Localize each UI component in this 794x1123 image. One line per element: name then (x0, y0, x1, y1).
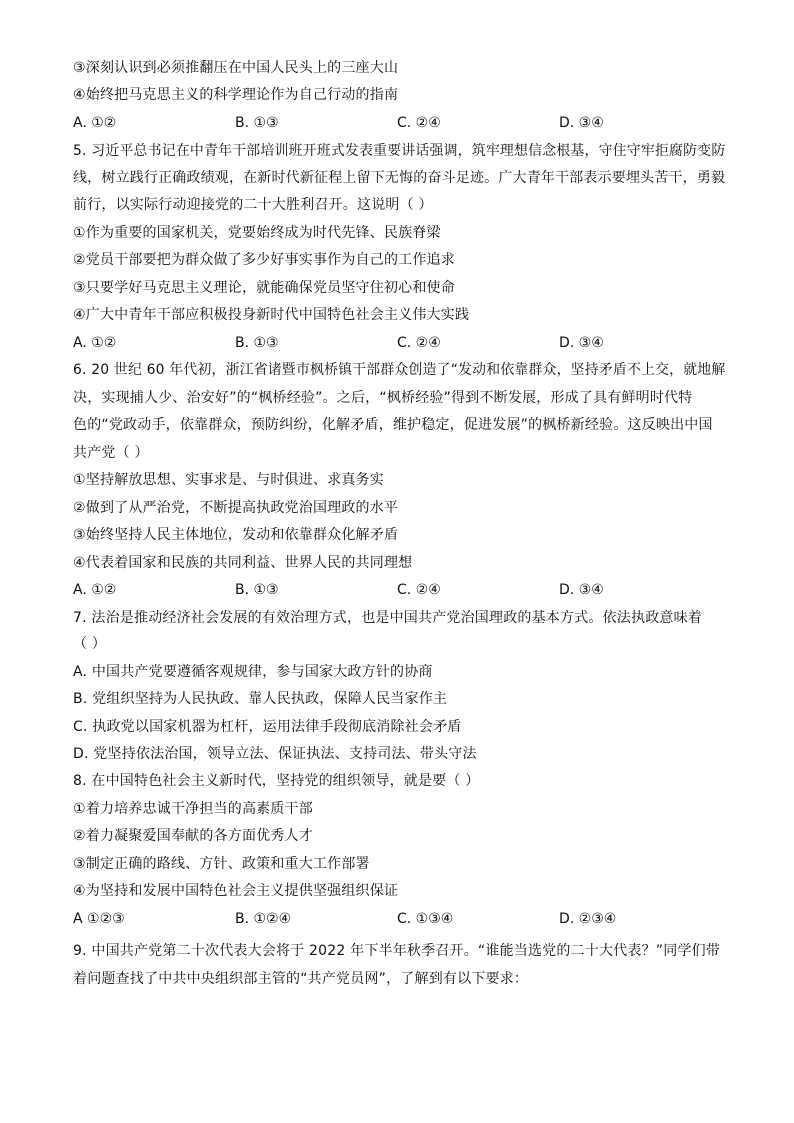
q5-statement-4: ④广大中青年干部应积极投身新时代中国特色社会主义伟大实践 (73, 307, 470, 323)
q5-option-d[interactable]: D. ③④ (559, 335, 604, 351)
q5-option-a[interactable]: A. ①② (73, 335, 117, 351)
q7-choice-a[interactable]: A. 中国共产党要遵循客观规律，参与国家大政方针的协商 (73, 664, 433, 680)
q8-option-d[interactable]: D. ②③④ (559, 911, 617, 927)
q7-stem-line-2: （ ） (73, 636, 107, 652)
q8-option-c[interactable]: C. ①③④ (397, 911, 454, 927)
q6-option-c[interactable]: C. ②④ (397, 582, 441, 598)
q5-option-b[interactable]: B. ①③ (235, 335, 279, 351)
q4-statement-4: ④始终把马克思主义的科学理论作为自己行动的指南 (73, 87, 399, 103)
q5-statement-2: ②党员干部要把为群众做了多少好事实事作为自己的工作追求 (73, 252, 455, 268)
q4-option-a[interactable]: A. ①② (73, 115, 117, 131)
q7-choice-b[interactable]: B. 党组织坚持为人民执政、靠人民执政，保障人民当家作主 (73, 691, 448, 707)
q6-stem-line-2: 决，实现捕人少、治安好”的“枫桥经验”。之后，“枫桥经验”得到不断发展，形成了具有鲜明时代特 (73, 390, 693, 406)
q6-statement-2: ②做到了从严治党，不断提高执政党治国理政的水平 (73, 500, 399, 516)
q8-statement-1: ①着力培养忠诚干净担当的高素质干部 (73, 801, 313, 817)
q8-statement-2: ②着力凝聚爱国奉献的各方面优秀人才 (73, 828, 313, 844)
q8-option-b[interactable]: B. ①②④ (235, 911, 292, 927)
q6-statement-4: ④代表着国家和民族的共同利益、世界人民的共同理想 (73, 555, 413, 571)
q6-stem-line-3: 色的“党政动手，依靠群众，预防纠纷，化解矛盾，维护稳定，促进发展”的枫桥新经验。这反映出中国 (73, 417, 713, 433)
q9-stem-line-1: 9. 中国共产党第二十次代表大会将于 2022 年下半年秋季召开。“谁能当选党的二十大代表？”同学们带 (73, 943, 721, 959)
q7-choice-c[interactable]: C. 执政党以国家机器为杠杆，运用法律手段彻底消除社会矛盾 (73, 719, 462, 735)
q4-option-d[interactable]: D. ③④ (559, 115, 604, 131)
q5-stem-line-1: 5. 习近平总书记在中青年干部培训班开班式发表重要讲话强调，筑牢理想信念根基，守住守牢拒腐防变防 (73, 143, 726, 159)
q4-options (73, 113, 723, 133)
q8-statement-3: ③制定正确的路线、方针、政策和重大工作部署 (73, 856, 370, 872)
q7-choice-d[interactable]: D. 党坚持依法治国，领导立法、保证执法、支持司法、带头守法 (73, 746, 477, 762)
q8-option-a[interactable]: A ①②③ (73, 911, 125, 927)
q6-options (73, 580, 723, 600)
q6-statement-3: ③始终坚持人民主体地位，发动和依靠群众化解矛盾 (73, 527, 399, 543)
q7-stem-line-1: 7. 法治是推动经济社会发展的有效治理方式，也是中国共产党治国理政的基本方式。依法执政意味着 (73, 610, 703, 626)
q5-stem-line-3: 前行，以实际行动迎接党的二十大胜利召开。这说明（ ） (73, 197, 433, 213)
q5-statement-3: ③只要学好马克思主义理论，就能确保党员坚守住初心和使命 (73, 280, 455, 296)
q9-stem-line-2: 着问题查找了中共中央组织部主管的“共产党员网”，了解到有以下要求： (73, 971, 529, 987)
q8-statement-4: ④为坚持和发展中国特色社会主义提供坚强组织保证 (73, 883, 399, 899)
q4-option-b[interactable]: B. ①③ (235, 115, 279, 131)
q4-option-c[interactable]: C. ②④ (397, 115, 441, 131)
q6-option-d[interactable]: D. ③④ (559, 582, 604, 598)
q6-stem-line-4: 共产党（ ） (73, 445, 149, 461)
q5-option-c[interactable]: C. ②④ (397, 335, 441, 351)
q6-stem-line-1: 6. 20 世纪 60 年代初，浙江省诸暨市枫桥镇干部群众创造了“发动和依靠群众，坚持矛盾不上交，就地解 (73, 362, 726, 378)
q6-option-a[interactable]: A. ①② (73, 582, 117, 598)
q6-option-b[interactable]: B. ①③ (235, 582, 279, 598)
q5-options (73, 333, 723, 353)
q8-options (73, 909, 723, 929)
q5-statement-1: ①作为重要的国家机关，党要始终成为时代先锋、民族脊梁 (73, 225, 441, 241)
q6-statement-1: ①坚持解放思想、实事求是、与时俱进、求真务实 (73, 472, 384, 488)
q5-stem-line-2: 线，树立践行正确政绩观，在新时代新征程上留下无悔的奋斗足迹。广大青年干部表示要埋头苦干，勇毅 (73, 170, 726, 186)
q8-stem-line-1: 8. 在中国特色社会主义新时代，坚持党的组织领导，就是要（ ） (73, 773, 480, 789)
q4-statement-3: ③深刻认识到必须推翻压在中国人民头上的三座大山 (73, 60, 399, 76)
